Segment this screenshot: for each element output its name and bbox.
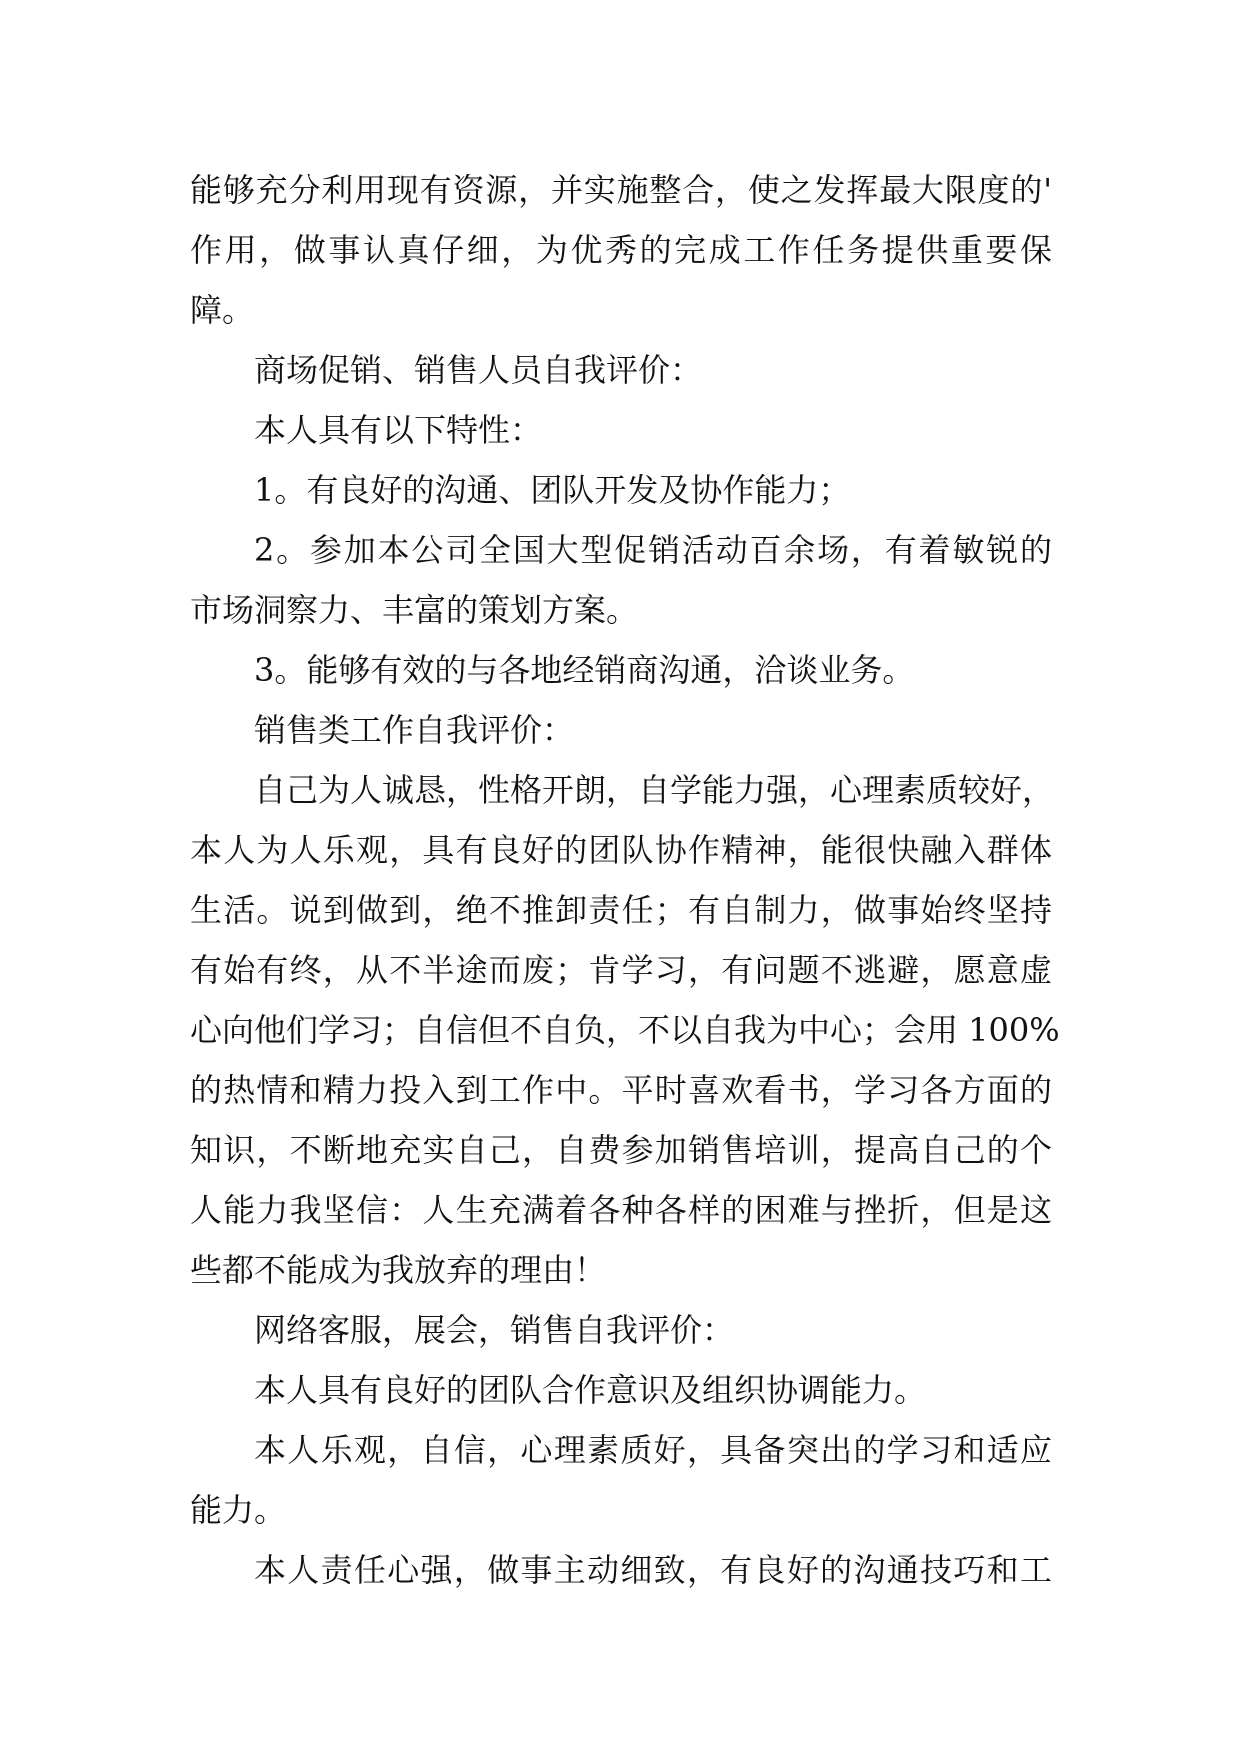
text-line: 自己为人诚恳，性格开朗，自学能力强，心理素质较好， bbox=[254, 771, 1055, 809]
text-line: 障。 bbox=[190, 291, 255, 329]
text-line: 本人为人乐观，具有良好的团队协作精神，能很快融入群体 bbox=[190, 831, 1052, 869]
document-body bbox=[190, 160, 1060, 1600]
text-line: 市场洞察力、丰富的策划方案。 bbox=[190, 591, 639, 629]
text-line: 销售类工作自我评价： bbox=[254, 711, 575, 749]
text-line: 知识，不断地充实自己，自费参加销售培训，提高自己的个 bbox=[190, 1131, 1052, 1169]
text-line: 3。能够有效的与各地经销商沟通，洽谈业务。 bbox=[254, 651, 915, 689]
text-line: 1。有良好的沟通、团队开发及协作能力； bbox=[254, 471, 851, 509]
text-line: 的热情和精力投入到工作中。平时喜欢看书，学习各方面的 bbox=[190, 1071, 1052, 1109]
text-line: 商场促销、销售人员自我评价： bbox=[254, 351, 703, 389]
text-line: 生活。说到做到，绝不推卸责任；有自制力，做事始终坚持 bbox=[190, 891, 1052, 929]
text-line: 网络客服，展会，销售自我评价： bbox=[254, 1311, 735, 1349]
text-line: 本人乐观，自信，心理素质好，具备突出的学习和适应 bbox=[254, 1431, 1052, 1469]
text-line: 心向他们学习；自信但不自负，不以自我为中心；会用 100% bbox=[190, 1011, 1060, 1049]
text-line: 人能力我坚信：人生充满着各种各样的困难与挫折，但是这 bbox=[190, 1191, 1052, 1229]
text-line: 2。参加本公司全国大型促销活动百余场，有着敏锐的 bbox=[254, 531, 1052, 569]
text-line: 作用，做事认真仔细，为优秀的完成工作任务提供重要保 bbox=[190, 231, 1052, 269]
text-line: 有始有终，从不半途而废；肯学习，有问题不逃避，愿意虚 bbox=[190, 951, 1052, 989]
text-line: 本人责任心强，做事主动细致，有良好的沟通技巧和工 bbox=[254, 1551, 1052, 1589]
text-line: 本人具有以下特性： bbox=[254, 411, 543, 449]
text-line: 能力。 bbox=[190, 1491, 287, 1529]
text-line: 能够充分利用现有资源，并实施整合，使之发挥最大限度的' bbox=[190, 171, 1052, 209]
text-line: 些都不能成为我放弃的理由！ bbox=[190, 1251, 607, 1289]
text-line: 本人具有良好的团队合作意识及组织协调能力。 bbox=[254, 1371, 927, 1409]
